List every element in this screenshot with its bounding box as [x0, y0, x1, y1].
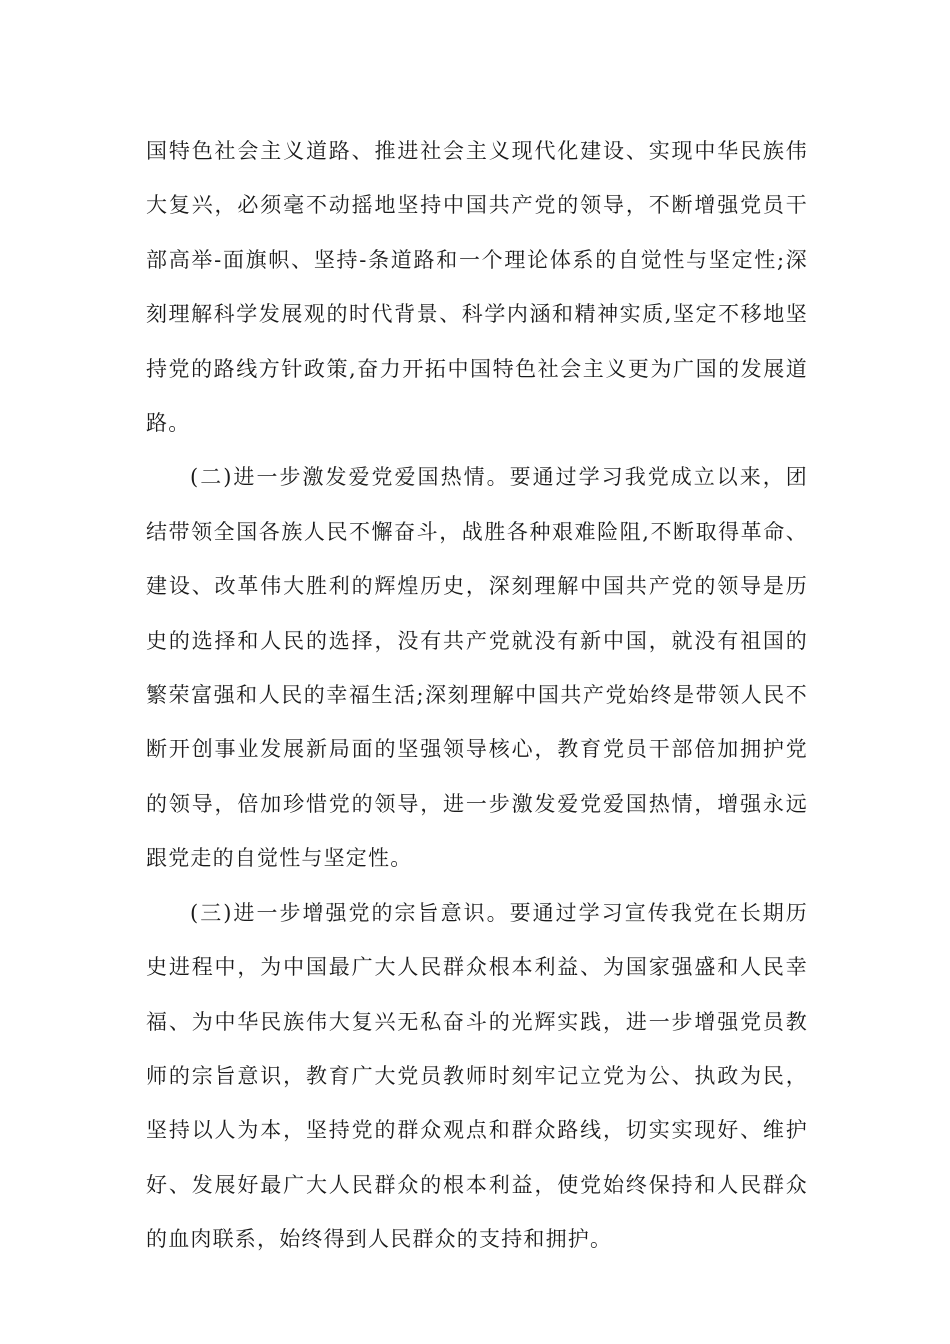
paragraph-section-three: (三)进一步增强党的宗旨意识。要通过学习宣传我党在长期历史进程中，为中国最广大人民群众根本利益、为国家强盛和人民幸福、为中华民族伟大复兴无私奋斗的光辉实践，进一步增强党员教师的宗旨意识，教育广大党员教师时刻牢记立党为公、执政为民，坚持以人为本，坚持党的群众观点和群众路线，切实实现好、维护好、发展好最广大人民群众的根本利益，使党始终保持和人民群众的血肉联系，始终得到人民群众的支持和拥护。	[146, 900, 808, 1252]
paragraph-section-two: (二)进一步激发爱党爱国热情。要通过学习我党成立以来，团结带领全国各族人民不懈奋斗，战胜各种艰难险阻,不断取得革命、建设、改革伟大胜利的辉煌历史，深刻理解中国共产党的领导是历史的选择和人民的选择，没有共产党就没有新中国，就没有祖国的繁荣富强和人民的幸福生活;深刻理解中国共产党始终是带领人民不断开创事业发展新局面的坚强领导核心，教育党员干部倍加拥护党的领导，倍加珍惜党的领导，进一步激发爱党爱国热情，增强永远跟党走的自觉性与坚定性。	[146, 465, 808, 871]
document-body	[146, 124, 808, 1267]
paragraph-continuation: 国特色社会主义道路、推进社会主义现代化建设、实现中华民族伟大复兴，必须毫不动摇地坚持中国共产党的领导，不断增强党员干部高举-面旗帜、坚持-条道路和一个理论体系的自觉性与坚定性;深刻理解科学发展观的时代背景、科学内涵和精神实质,坚定不移地坚持党的路线方针政策,奋力开拓中国特色社会主义更为广国的发展道路。	[146, 139, 808, 436]
